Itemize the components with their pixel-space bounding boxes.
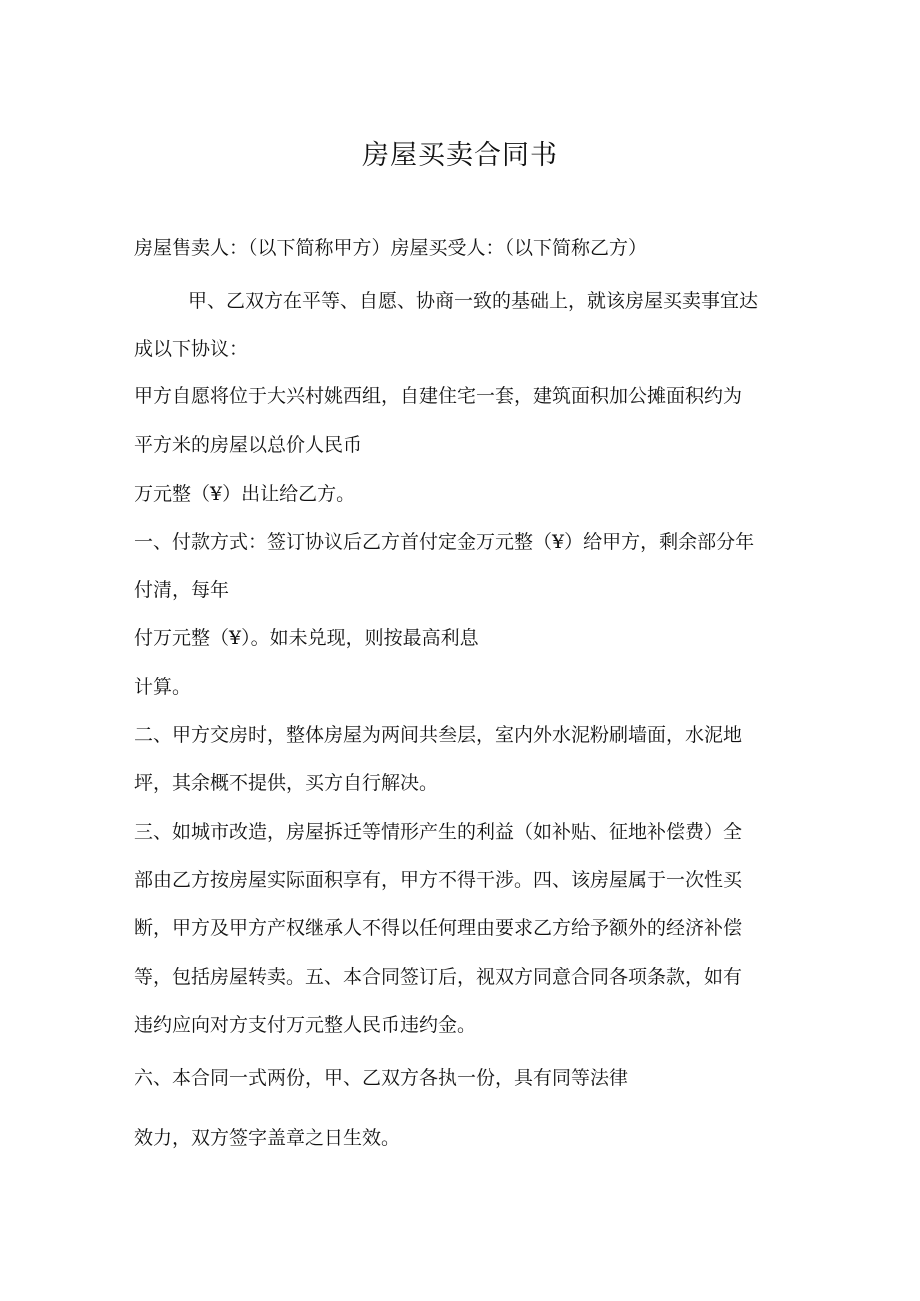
text-line-clause-2-cont: 坪，其余概不提供，买方自行解决。 bbox=[134, 772, 439, 794]
text-line-preamble: 甲、乙双方在平等、自愿、协商一致的基础上，就该房屋买卖事宜达 bbox=[188, 290, 759, 312]
text-line-parties: 房屋售卖人：（以下简称甲方）房屋买受人：（以下简称乙方） bbox=[134, 237, 648, 259]
text-line-preamble-cont: 成以下协议： bbox=[134, 338, 249, 360]
text-line-clause-1-cont: 付万元整（¥）。如未兑现，则按最高利息 bbox=[134, 627, 479, 649]
text-line-clause-6: 六、本合同一式两份，甲、乙双方各执一份，具有同等法律 bbox=[134, 1067, 629, 1089]
text-line-clause-1-cont: 计算。 bbox=[134, 676, 192, 698]
text-line-price: 万元整（¥）出让给乙方。 bbox=[134, 483, 356, 505]
text-line-clause-3: 三、如城市改造，房屋拆迁等情形产生的利益（如补贴、征地补偿费）全 bbox=[134, 821, 743, 843]
text-line-clause-3-cont: 部由乙方按房屋实际面积享有，甲方不得干涉。四、该房屋属于一次性买 bbox=[134, 869, 743, 891]
text-line-clause-5-cont: 违约应向对方支付万元整人民币违约金。 bbox=[134, 1014, 477, 1036]
text-line-clause-1: 一、付款方式：签订协议后乙方首付定金万元整（¥）给甲方，剩余部分年 bbox=[134, 531, 755, 553]
text-line-clause-2: 二、甲方交房时，整体房屋为两间共叁层，室内外水泥粉刷墙面，水泥地 bbox=[134, 724, 743, 746]
text-line-clause-4-cont: 断，甲方及甲方产权继承人不得以任何理由要求乙方给予额外的经济补偿 bbox=[134, 917, 743, 939]
text-line-clause-1-cont: 付清，每年 bbox=[134, 579, 230, 601]
text-line-property-cont: 平方米的房屋以总价人民币 bbox=[134, 434, 363, 456]
text-line-property: 甲方自愿将位于大兴村姚西组，自建住宅一套，建筑面积加公摊面积约为 bbox=[134, 385, 743, 407]
document-title: 房屋买卖合同书 bbox=[362, 140, 558, 171]
text-line-clause-5: 等，包括房屋转卖。五、本合同签订后，视双方同意合同各项条款，如有 bbox=[134, 966, 743, 988]
text-line-clause-6-cont: 效力，双方签字盖章之日生效。 bbox=[134, 1127, 401, 1149]
